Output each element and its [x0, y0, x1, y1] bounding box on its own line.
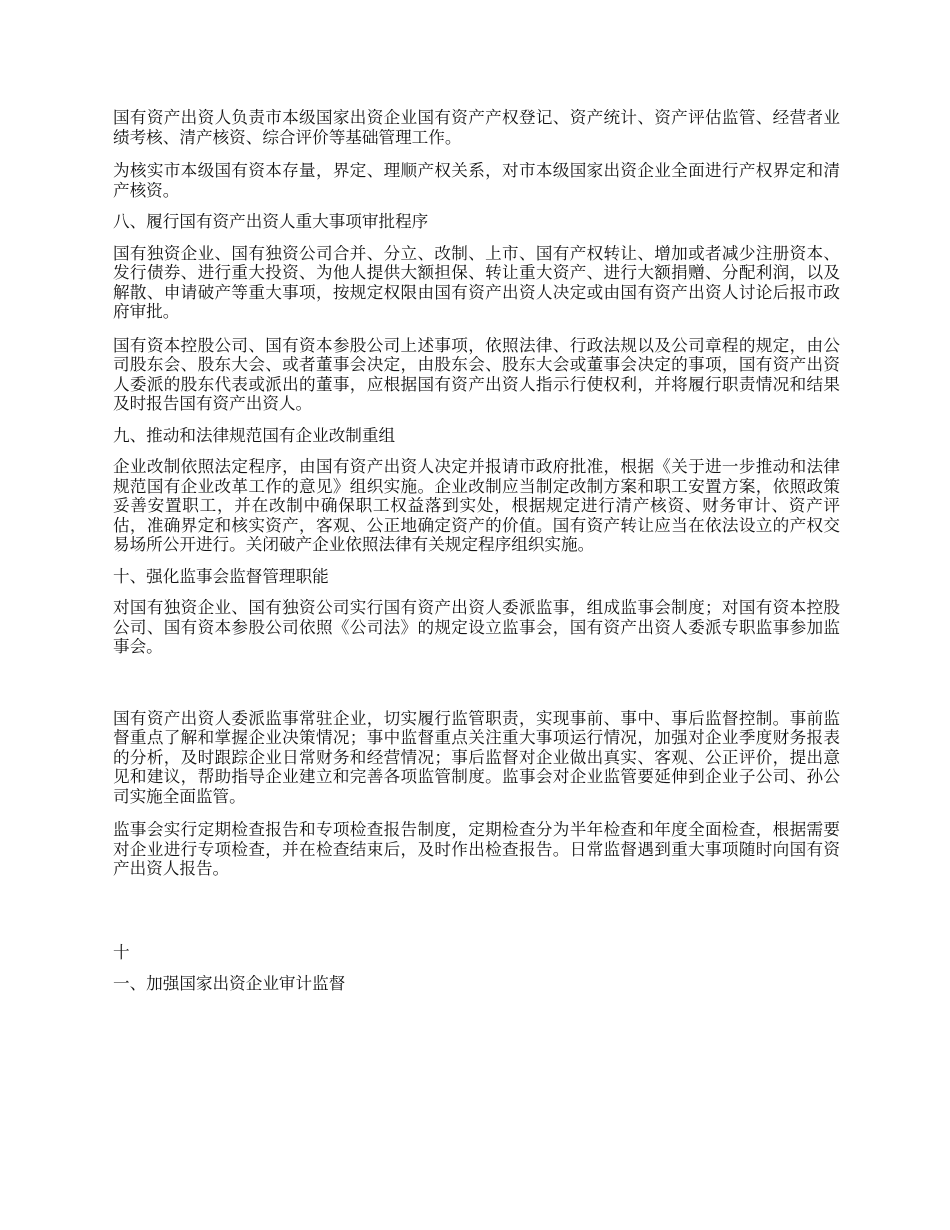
section-heading-8: 八、履行国有资产出资人重大事项审批程序: [113, 212, 429, 231]
spacer: [113, 147, 840, 161]
spacer: [113, 879, 840, 943]
spacer: [113, 962, 840, 974]
paragraph-basic-management: 国有资产出资人负责市本级国家出资企业国有资产产权登记、资产统计、资产评估监管、经营者业绩考核、清产核资、综合评价等基础管理工作。: [113, 108, 840, 147]
spacer: [113, 414, 840, 426]
paragraph-major-matters: 国有独资企业、国有独资公司合并、分立、改制、上市、国有产权转让、增加或者减少注册资本、发行债券、进行重大投资、为他人提供大额担保、转让重大资产、进行大额捐赠、分配利润，以及解散、申请破产等重大事项，按规定权限由国有资产出资人决定或由国有资产出资人讨论后报市政府审批。: [113, 243, 840, 321]
spacer: [113, 586, 840, 598]
spacer: [113, 445, 840, 457]
section-heading-11-part2: 一、加强国家出资企业审计监督: [113, 974, 346, 993]
section-heading-10: 十、强化监事会监督管理职能: [113, 566, 329, 586]
spacer: [113, 555, 840, 567]
spacer: [113, 322, 840, 336]
paragraph-holding-companies: 国有资本控股公司、国有资本参股公司上述事项，依照法律、行政法规以及公司章程的规定，由公司股东会、股东大会、或者董事会决定，由股东会、股东大会或董事会决定的事项，国有资产出资人委派的股东代表或派出的董事，应根据国有资产出资人指示行使权利，并将履行职责情况和结果及时报告国有资产出资人。: [113, 335, 840, 413]
paragraph-resident-supervisors: 国有资产出资人委派监事常驻企业，切实履行监管职责，实现事前、事中、事后监督控制。事前监督重点了解和掌握企业决策情况；事中监督重点关注重大事项运行情况，加强对企业季度财务报表的分析，及时跟踪企业日常财务和经营情况；事后监督对企业做出真实、客观、公正评价，提出意见和建议，帮助指导企业建立和完善各项监管制度。监事会对企业监管要延伸到企业子公司、孙公司实施全面监管。: [113, 708, 840, 806]
section-heading-11-part1: 十: [113, 942, 130, 962]
spacer: [113, 200, 840, 212]
paragraph-restructuring: 企业改制依照法定程序，由国有资产出资人决定并报请市政府批准，根据《关于进一步推动和法律规范国有企业改革工作的意见》组织实施。企业改制应当制定改制方案和职工安置方案，依照政策妥善安置职工，并在改制中确保职工权益落到实处，根据规定进行清产核资、财务审计、资产评估，准确界定和核实资产，客观、公正地确定资产的价值。国有资产转让应当在依法设立的产权交易场所公开进行。关闭破产企业依照法律有关规定程序组织实施。: [113, 457, 840, 554]
document-page: [113, 108, 840, 994]
spacer: [113, 806, 840, 820]
paragraph-supervisory-board: 对国有独资企业、国有独资公司实行国有资产出资人委派监事，组成监事会制度；对国有资本控股公司、国有资本参股公司依照《公司法》的规定设立监事会，国有资产出资人委派专职监事参加监事会。: [113, 598, 840, 656]
section-heading-9: 九、推动和法律规范国有企业改制重组: [113, 425, 396, 445]
paragraph-inspection-reports: 监事会实行定期检查报告和专项检查报告制度，定期检查分为半年检查和年度全面检查，根据需要对企业进行专项检查，并在检查结束后，及时作出检查报告。日常监督遇到重大事项随时向国有资产出资人报告。: [113, 820, 840, 878]
spacer: [113, 232, 840, 244]
paragraph-asset-verification: 为核实市本级国有资本存量，界定、理顺产权关系，对市本级国家出资企业全面进行产权界定和清产核资。: [113, 161, 840, 200]
spacer: [113, 657, 840, 709]
